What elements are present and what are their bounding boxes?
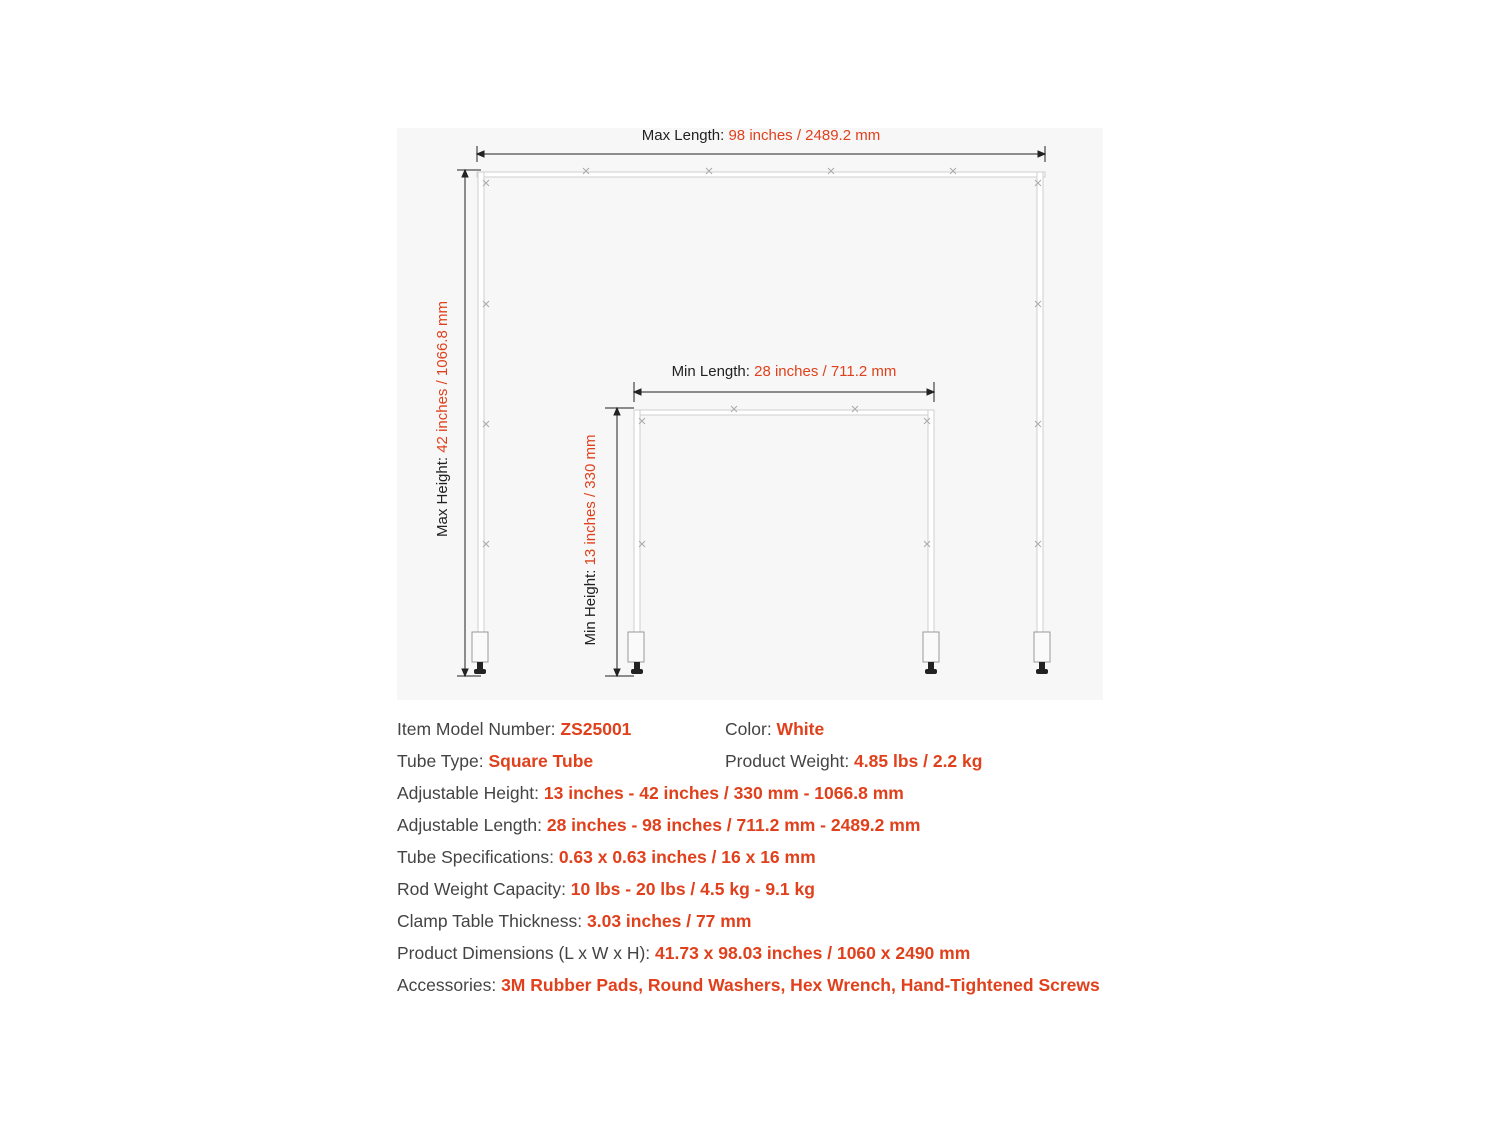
min-length-key: Min Length: (671, 363, 755, 380)
spec-value: ZS25001 (560, 719, 632, 739)
max-height-value: 42 inches / 1066.8 mm (434, 301, 451, 453)
max-height-key: Max Height: (434, 452, 451, 537)
frame-drawing (397, 128, 1103, 700)
spec-value: 13 inches - 42 inches / 330 mm - 1066.8 mm (543, 783, 904, 803)
small-frame (628, 410, 939, 662)
max-length-value: 98 inches / 2489.2 mm (728, 127, 881, 144)
spec-rod-capacity (397, 878, 815, 900)
spec-key: Adjustable Length: (397, 815, 547, 835)
large-frame-knobs (474, 662, 1048, 674)
spec-key: Adjustable Height: (397, 783, 544, 803)
spec-value: Square Tube (488, 751, 594, 771)
spec-dimensions (397, 942, 970, 964)
spec-tube-specifications (397, 846, 816, 868)
frame-diagram (397, 128, 1103, 700)
spec-value: 4.85 lbs / 2.2 kg (854, 751, 983, 771)
spec-key: Tube Type: (397, 751, 489, 771)
spec-key: Clamp Table Thickness: (397, 911, 587, 931)
spec-adjustable-height (397, 782, 904, 804)
spec-adjustable-length (397, 814, 920, 836)
max-height-label (434, 301, 452, 537)
spec-tube-type (397, 750, 593, 772)
spec-accessories (397, 974, 1100, 996)
spec-value: 41.73 x 98.03 inches / 1060 x 2490 mm (655, 943, 971, 963)
small-frame-knobs (631, 662, 937, 674)
min-height-key: Min Height: (582, 565, 599, 646)
spec-clamp-thickness (397, 910, 751, 932)
min-length-label (634, 363, 934, 381)
spec-key: Item Model Number: (397, 719, 561, 739)
spec-value: 3M Rubber Pads, Round Washers, Hex Wrench, Hand-Tightened Screws (501, 975, 1100, 995)
spec-value: White (776, 719, 825, 739)
spec-key: Product Weight: (725, 751, 855, 771)
max-length-key: Max Length: (641, 127, 729, 144)
small-frame-clips (639, 406, 930, 547)
spec-color (725, 718, 824, 740)
max-length-label (397, 127, 1125, 145)
large-frame-clips (483, 168, 1041, 547)
large-frame (472, 172, 1050, 662)
min-height-value: 13 inches / 330 mm (582, 434, 599, 566)
spec-key: Accessories: (397, 975, 502, 995)
min-height-label (582, 435, 600, 646)
spec-model (397, 718, 631, 740)
spec-key: Product Dimensions (L x W x H): (397, 943, 656, 963)
spec-value: 0.63 x 0.63 inches / 16 x 16 mm (558, 847, 816, 867)
spec-key: Rod Weight Capacity: (397, 879, 571, 899)
min-length-value: 28 inches / 711.2 mm (754, 363, 897, 380)
spec-key: Color: (725, 719, 777, 739)
spec-value: 3.03 inches / 77 mm (587, 911, 752, 931)
spec-weight (725, 750, 982, 772)
spec-value: 28 inches - 98 inches / 711.2 mm - 2489.2 mm (546, 815, 921, 835)
spec-key: Tube Specifications: (397, 847, 559, 867)
spec-value: 10 lbs - 20 lbs / 4.5 kg - 9.1 kg (570, 879, 815, 899)
